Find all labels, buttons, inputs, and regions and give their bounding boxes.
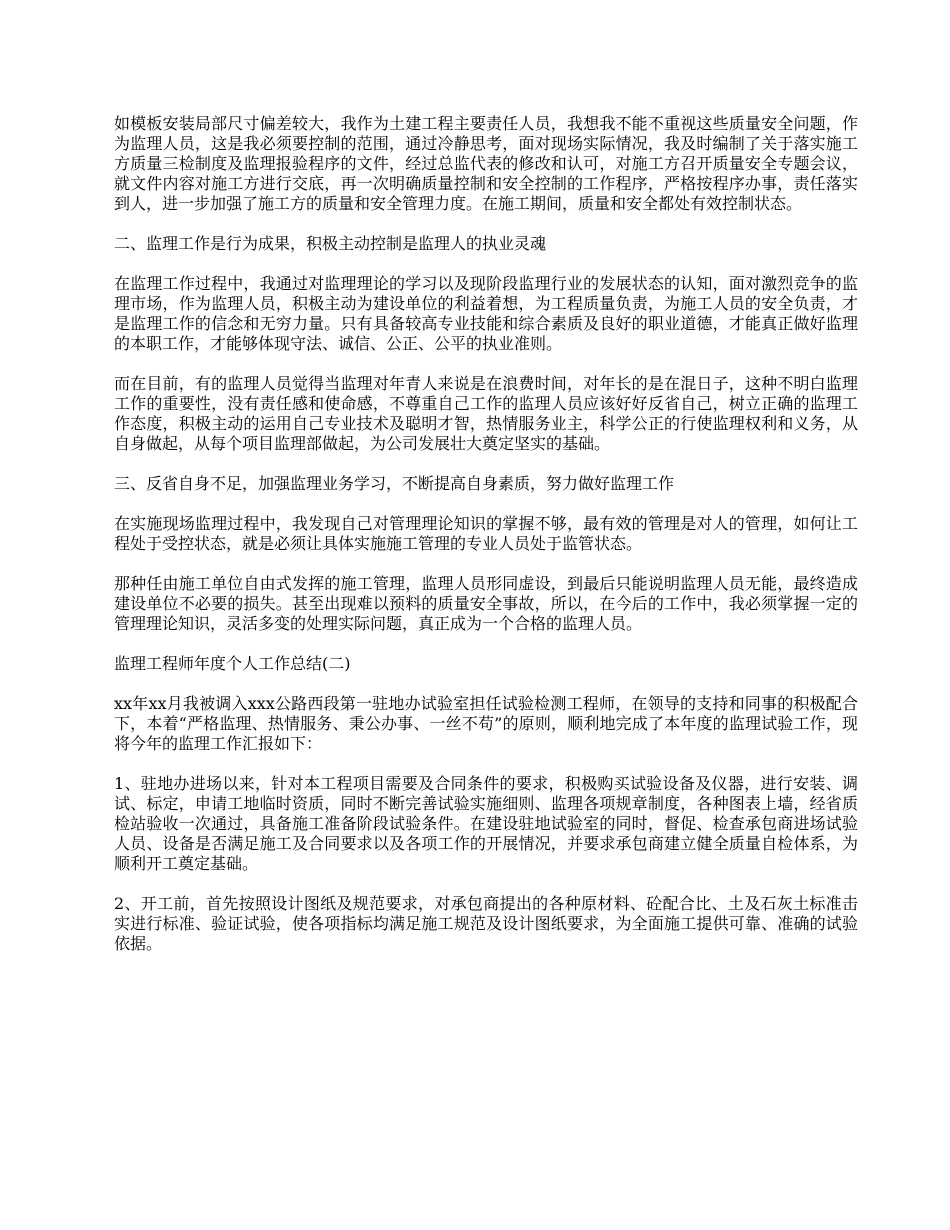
section-heading-3: 三、反省自身不足，加强监理业务学习，不断提高自身素质，努力做好监理工作 (114, 474, 675, 493)
paragraph-intro: xx年xx月我被调入xxx公路西段第一驻地办试验室担任试验检测工程师，在领导的支持和同事的积极配合下，本着“严格监理、热情服务、秉公办事、一丝不苟”的原则，顺利地完成了本年度的监理试验工作，现将今年的监理工作汇报如下： (114, 694, 858, 753)
paragraph-template-quality: 如模板安装局部尺寸偏差较大，我作为土建工程主要责任人员，我想我不能不重视这些质量安全问题，作为监理人员，这是我必须要控制的范围，通过冷静思考，面对现场实际情况，我及时编制了关于落实施工方质量三检制度及监理报验程序的文件，经过总监代表的修改和认可，对施工方召开质量安全专题会议，就文件内容对施工方进行交底，再一次明确质量控制和安全控制的工作程序，严格按程序办事，责任落实到人，进一步加强了施工方的质量和安全管理力度。在施工期间，质量和安全都处有效控制状态。 (114, 114, 858, 213)
document-page (114, 114, 858, 974)
paragraph-management-knowledge: 在实施现场监理过程中，我发现自己对管理理论知识的掌握不够，最有效的管理是对人的管理，如何让工程处于受控状态，就是必须让具体实施施工管理的专业人员处于监管状态。 (114, 514, 858, 553)
list-item-1: 1、驻地办进场以来，针对本工程项目需要及合同条件的要求，积极购买试验设备及仪器，进行安装、调试、标定，申请工地临时资质，同时不断完善试验实施细则、监理各项规章制度，各种图表上墙，经省质检站验收一次通过，具备施工准备阶段试验条件。在建设驻地试验室的同时，督促、检查承包商进场试验人员、设备是否满足施工及合同要求以及各项工作的开展情况，并要求承包商建立健全质量自检体系，为顺利开工奠定基础。 (114, 774, 858, 873)
document-subtitle: 监理工程师年度个人工作总结(二) (114, 654, 351, 673)
paragraph-free-style-management: 那种任由施工单位自由式发挥的施工管理，监理人员形同虚设，到最后只能说明监理人员无能，最终造成建设单位不必要的损失。甚至出现难以预料的质量安全事故，所以，在今后的工作中，我必须掌握一定的管理理论知识，灵活多变的处理实际问题，真正成为一个合格的监理人员。 (114, 574, 858, 633)
section-heading-2: 二、监理工作是行为成果，积极主动控制是监理人的执业灵魂 (114, 234, 547, 253)
paragraph-attitude: 而在目前，有的监理人员觉得当监理对年青人来说是在浪费时间，对年长的是在混日子，这种不明白监理工作的重要性，没有责任感和使命感，不尊重自己工作的监理人员应该好好反省自己，树立正确的监理工作态度，积极主动的运用自己专业技术及聪明才智，热情服务业主，科学公正的行使监理权利和义务，从自身做起，从每个项目监理部做起，为公司发展壮大奠定坚实的基础。 (114, 374, 858, 453)
list-item-2: 2、开工前，首先按照设计图纸及规范要求，对承包商提出的各种原材料、砼配合比、土及石灰土标准击实进行标准、验证试验，使各项指标均满足施工规范及设计图纸要求，为全面施工提供可靠、准确的试验依据。 (114, 894, 858, 953)
paragraph-supervision-process: 在监理工作过程中，我通过对监理理论的学习以及现阶段监理行业的发展状态的认知，面对激烈竞争的监理市场，作为监理人员，积极主动为建设单位的利益着想，为工程质量负责，为施工人员的安全负责，才是监理工作的信念和无穷力量。只有具备较高专业技能和综合素质及良好的职业道德，才能真正做好监理的本职工作，才能够体现守法、诚信、公正、公平的执业准则。 (114, 274, 858, 353)
